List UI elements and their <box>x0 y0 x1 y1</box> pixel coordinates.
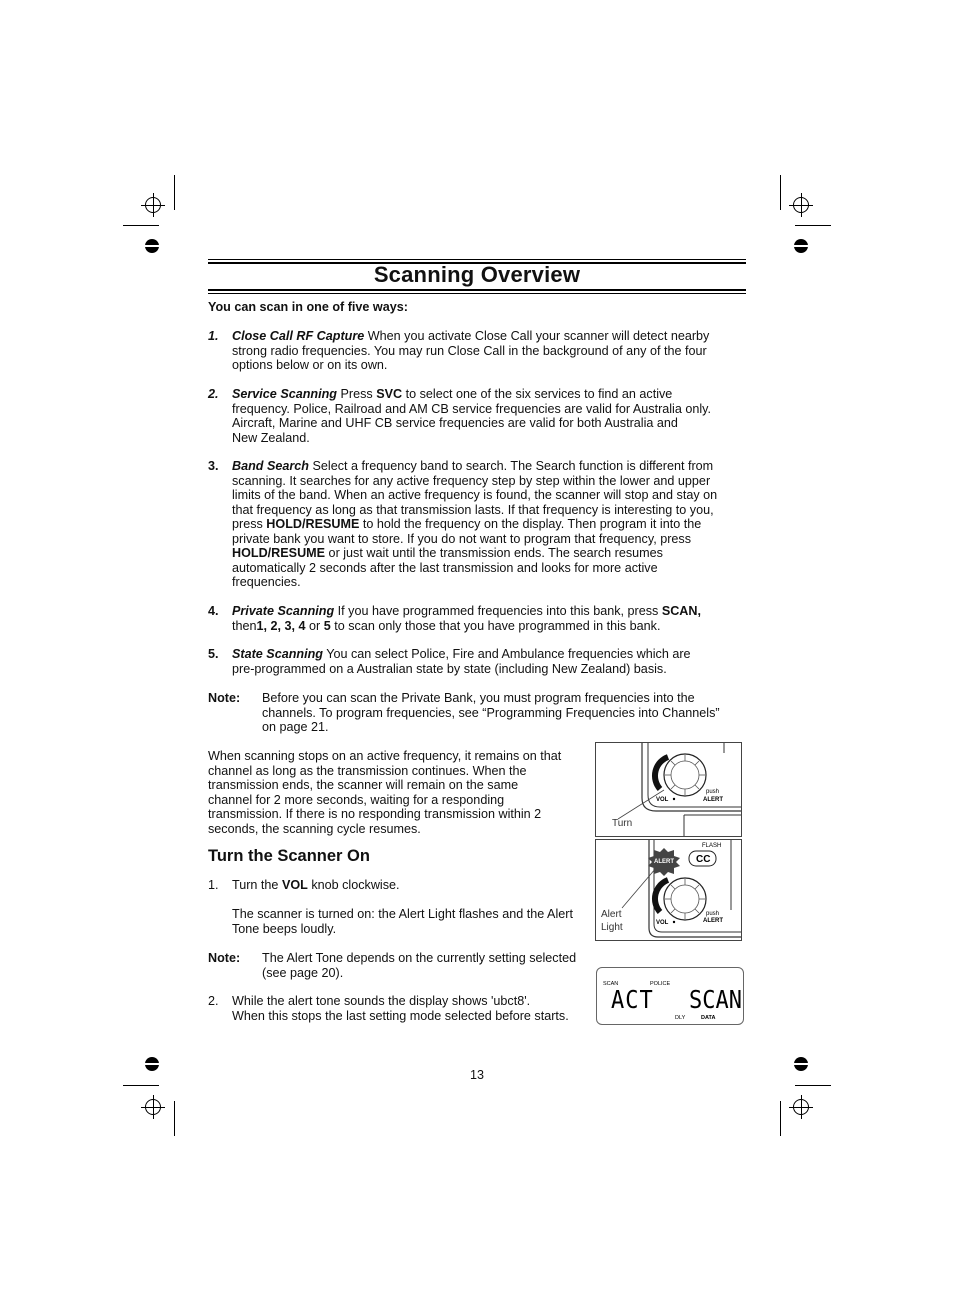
registration-dot-icon <box>145 239 159 253</box>
alert-light-label: ALERT <box>654 859 674 865</box>
figure-lcd-display <box>596 967 744 1025</box>
crop-mark <box>123 225 159 226</box>
registration-mark-icon <box>793 1099 809 1115</box>
paragraph-line: When scanning stops on an active frequency, it remains on that <box>208 749 562 763</box>
item-text: or <box>305 618 324 633</box>
lcd-left-readout: ACT <box>611 984 654 1015</box>
step-text: The scanner is turned on: the Alert Light flashes and the Alert <box>232 907 573 921</box>
item-heading: Band Search <box>232 459 309 473</box>
item-text: You can select Police, Fire and Ambulance frequencies which are <box>322 647 691 661</box>
alert-light-illustration <box>596 840 741 940</box>
item-text: New Zealand. <box>232 430 310 445</box>
item-text: strong radio frequencies. You may run Close Call in the background of any of the four <box>232 343 707 358</box>
item-text: options below or on its own. <box>232 358 388 372</box>
item-number: 5. <box>208 647 219 661</box>
page-number: 13 <box>469 1068 484 1082</box>
list-item-band-search <box>232 459 740 590</box>
key-label: SVC <box>376 387 403 401</box>
registration-dot-icon <box>794 239 808 253</box>
list-item-service-scanning <box>232 387 740 445</box>
cc-button-label: CC <box>696 854 711 865</box>
registration-mark-icon <box>145 1099 161 1115</box>
item-text: then <box>232 618 257 633</box>
item-text: to select one of the six services to find an active <box>402 387 673 401</box>
crop-mark <box>123 1085 159 1086</box>
item-number: 4. <box>208 604 219 618</box>
item-text: When you activate Close Call your scanner will detect nearby <box>364 329 710 343</box>
note-text <box>262 951 592 980</box>
item-text: Press <box>337 387 377 401</box>
figure-vol-knob <box>595 742 742 837</box>
item-text: Select a frequency band to search. The Search function is different from <box>309 459 714 473</box>
note-label: Note: <box>208 951 241 965</box>
page-title: Scanning Overview <box>373 262 581 287</box>
item-text: frequencies. <box>232 575 301 589</box>
figure-caption: Light <box>601 922 623 933</box>
paragraph-line: transmission ends, the scanner will remain on the same <box>208 778 519 792</box>
item-text: pre-programmed on a Australian state by state (including New Zealand) basis. <box>232 661 667 676</box>
title-rule-bottom <box>208 293 746 294</box>
item-text: that frequency as long as that transmission lasts. If that frequency is interesting to you, <box>232 502 714 517</box>
figure-caption: Alert <box>601 909 622 920</box>
paragraph-line: channel for 2 more seconds, waiting for a responding <box>208 792 505 807</box>
figure-caption: Turn <box>612 818 633 829</box>
step-text: knob clockwise. <box>307 878 400 892</box>
step-text: Turn the <box>232 878 282 892</box>
list-item-close-call <box>232 329 740 373</box>
list-item-state-scanning <box>232 647 740 676</box>
item-text: scanning. It searches for any active frequency step by step within the lower and upper <box>232 473 711 488</box>
paragraph-line: channel as long as the transmission continues. When the <box>208 763 527 778</box>
figure-alert-light <box>595 839 742 941</box>
vol-knob-illustration <box>596 743 741 836</box>
item-heading: State Scanning <box>232 647 323 661</box>
step-text: Tone beeps loudly. <box>232 921 337 936</box>
note-line: The Alert Tone depends on the currently setting selected <box>262 951 577 965</box>
step-text: While the alert tone sounds the display shows 'ubct8'. <box>232 994 531 1008</box>
lcd-data-indicator: DATA <box>701 1015 716 1021</box>
step-text: When this stops the last setting mode selected before starts. <box>232 1008 569 1023</box>
registration-dot-icon <box>145 1057 159 1071</box>
item-text: frequency. Police, Railroad and AM CB service frequencies are valid for Australia only. <box>232 401 712 416</box>
crop-mark <box>780 175 781 210</box>
item-text: limits of the band. When an active frequency is found, the scanner will stop and stay on <box>232 488 718 502</box>
list-item-private-scanning <box>232 604 740 633</box>
note-label: Note: <box>208 691 241 705</box>
key-label: HOLD/RESUME <box>266 517 360 531</box>
key-label: SCAN, <box>661 604 701 618</box>
title-rule-top <box>208 259 746 260</box>
crop-mark <box>174 175 175 210</box>
title-rule-bottom-thick <box>208 289 746 291</box>
item-text: to scan only those that you have programmed in this bank. <box>330 618 661 633</box>
lcd-display-illustration <box>597 968 743 1024</box>
vol-label: VOL <box>656 797 669 803</box>
alert-label: ALERT <box>703 918 723 924</box>
scan-paragraph <box>208 749 588 836</box>
note-text <box>262 691 742 735</box>
key-label: HOLD/RESUME <box>232 546 326 560</box>
crop-mark <box>795 1085 831 1086</box>
registration-dot-icon <box>794 1057 808 1071</box>
key-label: 1, 2, 3, 4 <box>256 618 306 633</box>
step-number: 1. <box>208 878 219 892</box>
registration-mark-icon <box>793 197 809 213</box>
lcd-police-indicator: POLICE <box>650 981 671 987</box>
item-number: 3. <box>208 459 219 473</box>
note-line: Before you can scan the Private Bank, you must program frequencies into the <box>262 691 695 705</box>
note-line: channels. To program frequencies, see “Programming Frequencies into Channels” <box>262 705 720 720</box>
push-label: push <box>706 911 720 917</box>
item-text: If you have programmed frequencies into this bank, press <box>334 604 662 618</box>
note-line: on page 21. <box>262 720 329 734</box>
crop-mark <box>174 1101 175 1136</box>
item-text: to hold the frequency on the display. Then program it into the <box>359 517 702 531</box>
step-1 <box>232 878 592 893</box>
registration-mark-icon <box>145 197 161 213</box>
crop-mark <box>795 225 831 226</box>
vol-label: VOL <box>656 920 669 926</box>
push-label: push <box>706 789 720 795</box>
item-heading: Service Scanning <box>232 387 337 401</box>
item-text: Aircraft, Marine and UHF CB service frequencies are valid for both Australia and <box>232 416 678 430</box>
intro-text: You can scan in one of five ways: <box>208 300 408 314</box>
crop-mark <box>780 1101 781 1136</box>
step-1-detail <box>232 907 592 936</box>
alert-label: ALERT <box>703 797 723 803</box>
item-heading: Close Call RF Capture <box>232 329 365 343</box>
flash-label: FLASH <box>702 843 722 849</box>
lcd-right-readout: SCAN <box>689 984 742 1015</box>
paragraph-line: transmission. If there is no responding transmission within 2 <box>208 807 542 821</box>
item-number: 1. <box>208 329 219 343</box>
item-heading: Private Scanning <box>232 604 335 618</box>
section-heading: Turn the Scanner On <box>208 847 370 865</box>
paragraph-line: seconds, the scanning cycle resumes. <box>208 821 421 836</box>
note-line: (see page 20). <box>262 965 344 980</box>
lcd-scan-indicator: SCAN <box>603 981 619 987</box>
key-label: VOL <box>281 878 308 892</box>
key-label: 5 <box>323 618 331 633</box>
step-number: 2. <box>208 994 219 1008</box>
item-text: automatically 2 seconds after the last transmission and looks for more active <box>232 560 658 575</box>
item-text: private bank you want to store. If you do not want to program that frequency, press <box>232 531 691 546</box>
lcd-dly-indicator: DLY <box>675 1015 686 1021</box>
item-number: 2. <box>208 387 219 401</box>
step-2 <box>232 994 592 1023</box>
item-text: press <box>232 517 267 531</box>
item-text: or just wait until the transmission ends. The search resumes <box>325 546 663 560</box>
